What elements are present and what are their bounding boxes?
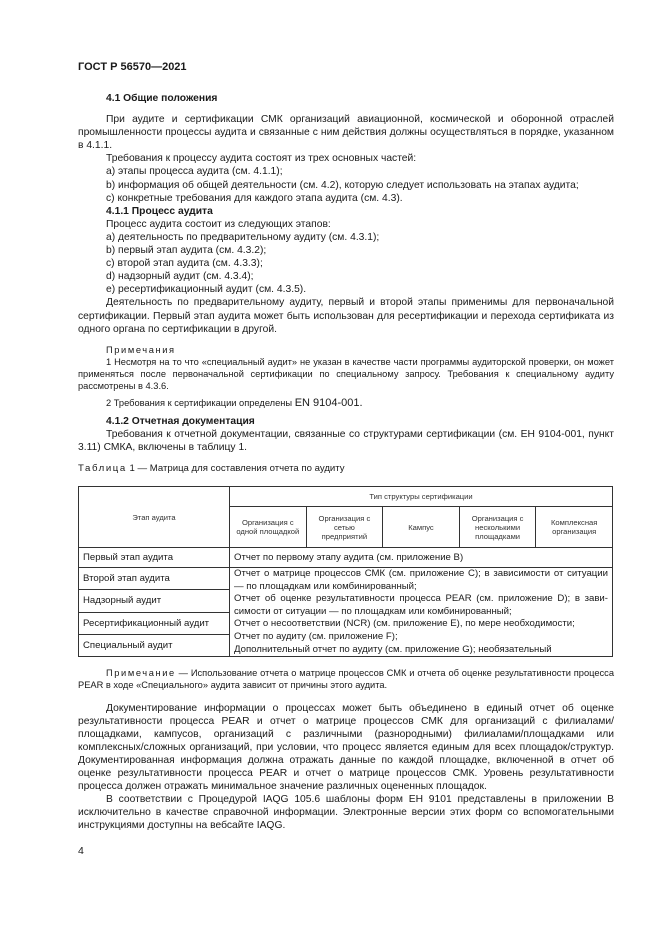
table-cell-stage: Первый этап аудита: [79, 548, 230, 568]
section-4-1-title: 4.1 Общие положения: [106, 93, 218, 104]
list-item: b) информация об общей деятельности (см. 4.2), которую следует использовать на этапах аудита;: [106, 179, 579, 191]
table-cell-stage: Специальный аудит: [79, 634, 230, 656]
table-note-text: — Использование отчета о матрице процессов СМК и отчета об оценке результативности процесса PEAR в ходе «Специального» аудита зависит от причины этого аудита.: [78, 668, 614, 691]
report-line: Отчет о матрице процессов СМК (см. приложение С); в зависимости от ситуации — по площадкам или комбинированный;: [234, 568, 608, 592]
subheader-complex: Комплексная организация: [536, 507, 613, 548]
note-2: [78, 397, 614, 409]
note-2-text: 2 Требования к сертификации определены: [106, 397, 295, 408]
report-line: Отчет о несоответствии (NCR) (см. приложение Е), по мере необходимости;: [234, 618, 575, 630]
subheader-network: Организация с сетью предприятий: [306, 507, 383, 548]
paragraph: Требования к процессу аудита состоят из трех основных частей:: [106, 153, 417, 165]
subheader-multi-site: Организация с несколькими площадками: [459, 507, 536, 548]
column-header-stage: Этап аудита: [79, 487, 230, 548]
paragraph: При аудите и сертификации СМК организаций авиационной, космической и оборонной отраслей промышленности процессы аудита и связанные с ним действия должны осуществляться в порядке, указанном в 4.1.1.: [78, 114, 614, 152]
note-1: 1 Несмотря на то что «специальный аудит» не указан в качестве части программы аудиторской проверки, он может применяться после первоначальной сертификации по специальному запросу. Требования к специальному аудиту рассмотрены в 4.3.6.: [78, 356, 614, 392]
notes-label: Примечания: [106, 344, 176, 355]
list-item: d) надзорный аудит (см. 4.3.4);: [106, 271, 254, 283]
table-cell-stage: Надзорный аудит: [79, 590, 230, 612]
list-item: e) ресертификационный аудит (см. 4.3.5).: [106, 284, 307, 296]
section-4-1-2-title: 4.1.2 Отчетная документация: [106, 415, 255, 427]
list-item: b) первый этап аудита (см. 4.3.2);: [106, 245, 267, 257]
table-note-label: Примечание: [106, 668, 176, 679]
page-content: [78, 92, 614, 833]
list-item: a) деятельность по предварительному аудиту (см. 4.3.1);: [106, 231, 380, 243]
audit-report-matrix-table: [78, 486, 613, 657]
paragraph: В соответствии с Процедурой IAQG 105.6 шаблоны форм ЕН 9101 представлены в приложении В исключительно в качестве справочной информации. Электронные версии этих форм со вспомогательными инструкциями доступны на вебсайте IAQG.: [78, 794, 614, 832]
section-4-1-1-title: 4.1.1 Процесс аудита: [106, 205, 213, 217]
report-line: Дополнительный отчет по аудиту (см. приложение G); необязательный: [234, 643, 552, 655]
table-cell-description: [230, 568, 613, 657]
subheader-single-site: Организация с одной площадкой: [230, 507, 307, 548]
table-cell-description: Отчет по первому этапу аудита (см. приложение В): [230, 548, 613, 568]
report-line: Отчет по аудиту (см. приложение F);: [234, 631, 398, 643]
page-number: 4: [78, 845, 84, 857]
table-caption: [78, 462, 614, 475]
note-2-standard: EN 9104-001.: [294, 396, 363, 409]
document-header: ГОСТ Р 56570—2021: [78, 61, 187, 73]
table-cell-stage: Второй этап аудита: [79, 568, 230, 590]
report-line: Отчет об оценке результативности процесса PEAR (см. приложение D); в зависимости от ситуации — по площадкам или комбинированный;: [234, 593, 608, 617]
list-item: c) конкретные требования для каждого этапа аудита (см. 4.3).: [106, 192, 403, 204]
column-header-structure-type: Тип структуры сертификации: [230, 487, 613, 507]
table-caption-text: 1 — Матрица для составления отчета по аудиту: [126, 462, 345, 474]
paragraph: Документирование информации о процессах может быть объединено в единый отчет об оценке результативности процесса PEAR и отчет о матрице процессов СМК для организаций с филиалами/площадками, кампусов, организаций с различными (разнородными) филиалами/площадками или комплексных/сложных организаций, при условии, что процесс является единым для всех площадок/структур. Документированная информация должна отражать данные по каждой площадке, включенной в отчет об оценке результативности процесса PEAR и отчет о матрице процессов СМК. Уровень результативности процесса должен отражать минимальное значение различных оцененных площадок.: [78, 702, 614, 793]
list-item: c) второй этап аудита (см. 4.3.3);: [106, 258, 263, 270]
table-cell-stage: Ресертификационный аудит: [79, 612, 230, 634]
list-item: a) этапы процесса аудита (см. 4.1.1);: [106, 166, 283, 178]
paragraph: Требования к отчетной документации, связанные со структурами сертификации (см. ЕН 9104-001, пункт 3.11) СМКА, включены в таблицу 1.: [78, 428, 614, 453]
table-note: [78, 667, 614, 691]
paragraph: Процесс аудита состоит из следующих этапов:: [106, 218, 331, 230]
paragraph: Деятельность по предварительному аудиту, первый и второй этапы применимы для первоначальной сертификации. Первый этап аудита может быть использован для ресертификации и перехода сертификата из одного органа по сертификации в другой.: [78, 297, 614, 335]
subheader-campus: Кампус: [383, 507, 460, 548]
table-caption-word: Таблица: [78, 462, 127, 474]
